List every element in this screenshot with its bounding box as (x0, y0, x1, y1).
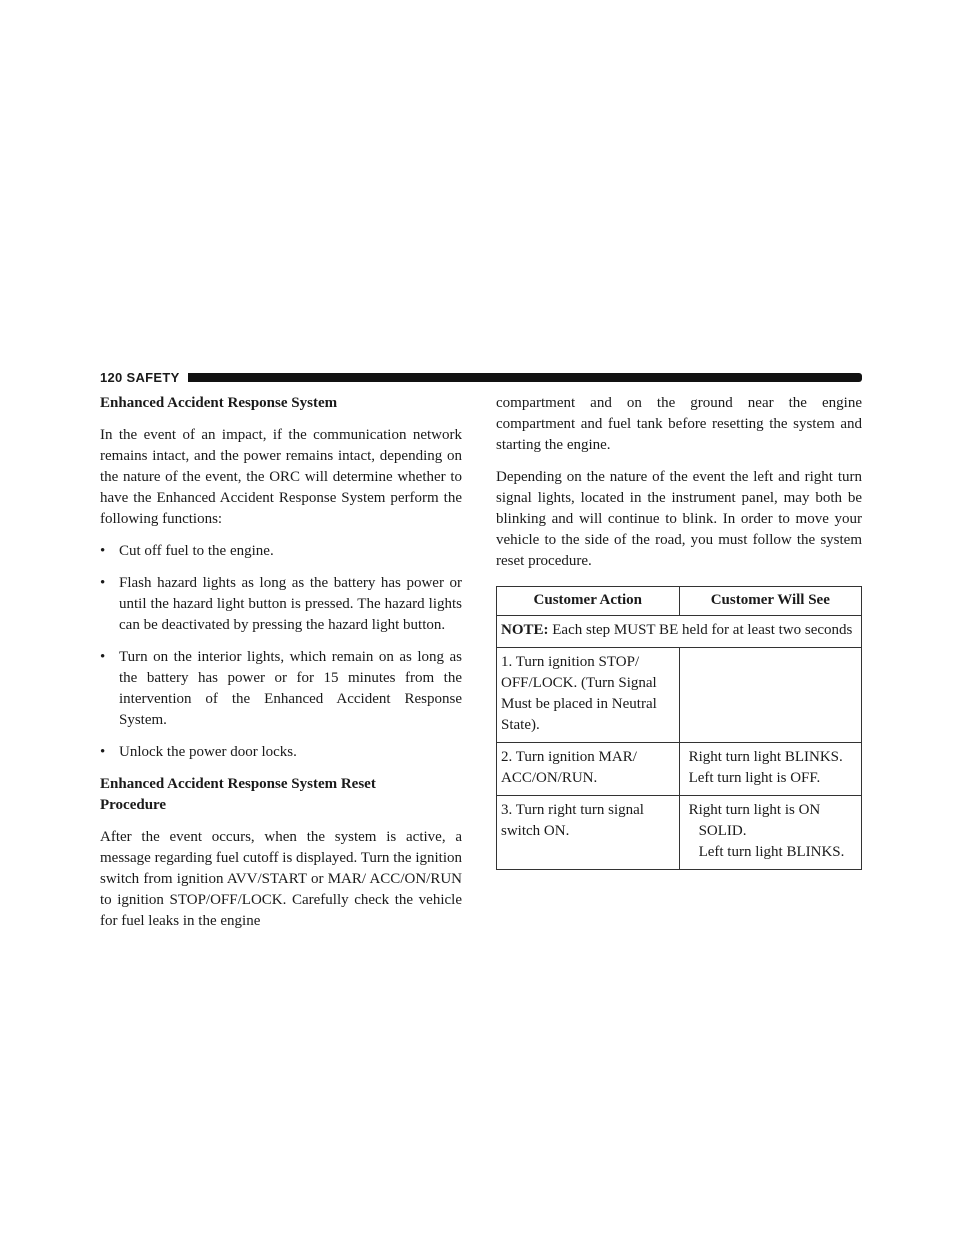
table-row (497, 743, 862, 796)
see-cell (679, 796, 861, 870)
list-item (100, 647, 462, 731)
action-cell: 3. Turn right turn signal switch ON. (497, 796, 680, 870)
page-number-section: 120 SAFETY (100, 369, 180, 385)
note-cell (497, 616, 862, 648)
list-item (100, 573, 462, 636)
right-column (496, 393, 862, 870)
table-note-row (497, 616, 862, 648)
bullet-icon: • (100, 649, 106, 665)
action-cell: 1. Turn ignition STOP/ OFF/LOCK. (Turn Signal Must be placed in Neutral State). (497, 648, 680, 743)
see-line: Right turn light is ON (688, 802, 821, 818)
bullet-icon: • (100, 744, 106, 760)
section-heading: Enhanced Accident Response System (100, 395, 338, 411)
function-list (100, 541, 462, 763)
see-line: Right turn light BLINKS. (688, 749, 843, 765)
see-cell (679, 743, 861, 796)
reset-heading-line2: Procedure (100, 797, 167, 813)
bullet-icon: • (100, 575, 106, 591)
list-item-text: Flash hazard lights as long as the battery has power or until the hazard light button is pressed. The hazard lights can be deactivated by pressing the hazard light button. (119, 575, 462, 633)
list-item (100, 541, 462, 562)
action-cell: 2. Turn ignition MAR/ ACC/ON/RUN. (497, 743, 680, 796)
continued-paragraph: compartment and on the ground near the engine compartment and fuel tank before resetting the system and starting the engine. (496, 395, 862, 453)
bullet-icon: • (100, 543, 106, 559)
page-header (100, 368, 862, 386)
column-header-action: Customer Action (497, 587, 680, 616)
left-column (100, 393, 462, 943)
see-line: Left turn light BLINKS. (698, 844, 845, 860)
reset-procedure-table (496, 586, 862, 870)
list-item (100, 742, 462, 763)
intro-paragraph: In the event of an impact, if the communication network remains intact, and the power remains intact, depending on the nature of the event, the ORC will determine whether to have the Enhanced Accident Response System perform the following functions: (100, 427, 462, 527)
see-cell (679, 648, 861, 743)
table-row (497, 648, 862, 743)
table-header-row (497, 587, 862, 616)
see-line: Left turn light is OFF. (688, 770, 821, 786)
list-item-text: Unlock the power door locks. (119, 744, 297, 760)
reset-paragraph: After the event occurs, when the system is active, a message regarding fuel cutoff is displayed. Turn the ignition switch from ignition AVV/START or MAR/ ACC/ON/RUN to ignition STOP/OFF/LOCK. Carefully check the vehicle for fuel leaks in the engine (100, 829, 462, 929)
note-label: NOTE: (501, 622, 549, 638)
note-text: Each step MUST BE held for at least two seconds (548, 622, 853, 638)
header-rule (188, 373, 862, 382)
list-item-text: Cut off fuel to the engine. (119, 543, 274, 559)
table-row (497, 796, 862, 870)
see-line: SOLID. (698, 823, 747, 839)
reset-heading-line1: Enhanced Accident Response System Reset (100, 776, 376, 792)
list-item-text: Turn on the interior lights, which remain on as long as the battery has power or for 15 minutes from the intervention of the Enhanced Accident Response System. (119, 649, 462, 728)
column-header-see: Customer Will See (679, 587, 861, 616)
turn-signal-paragraph: Depending on the nature of the event the left and right turn signal lights, located in the instrument panel, may both be blinking and will continue to blink. In order to move your vehicle to the side of the road, you must follow the system reset procedure. (496, 469, 862, 569)
reset-heading (100, 774, 462, 816)
